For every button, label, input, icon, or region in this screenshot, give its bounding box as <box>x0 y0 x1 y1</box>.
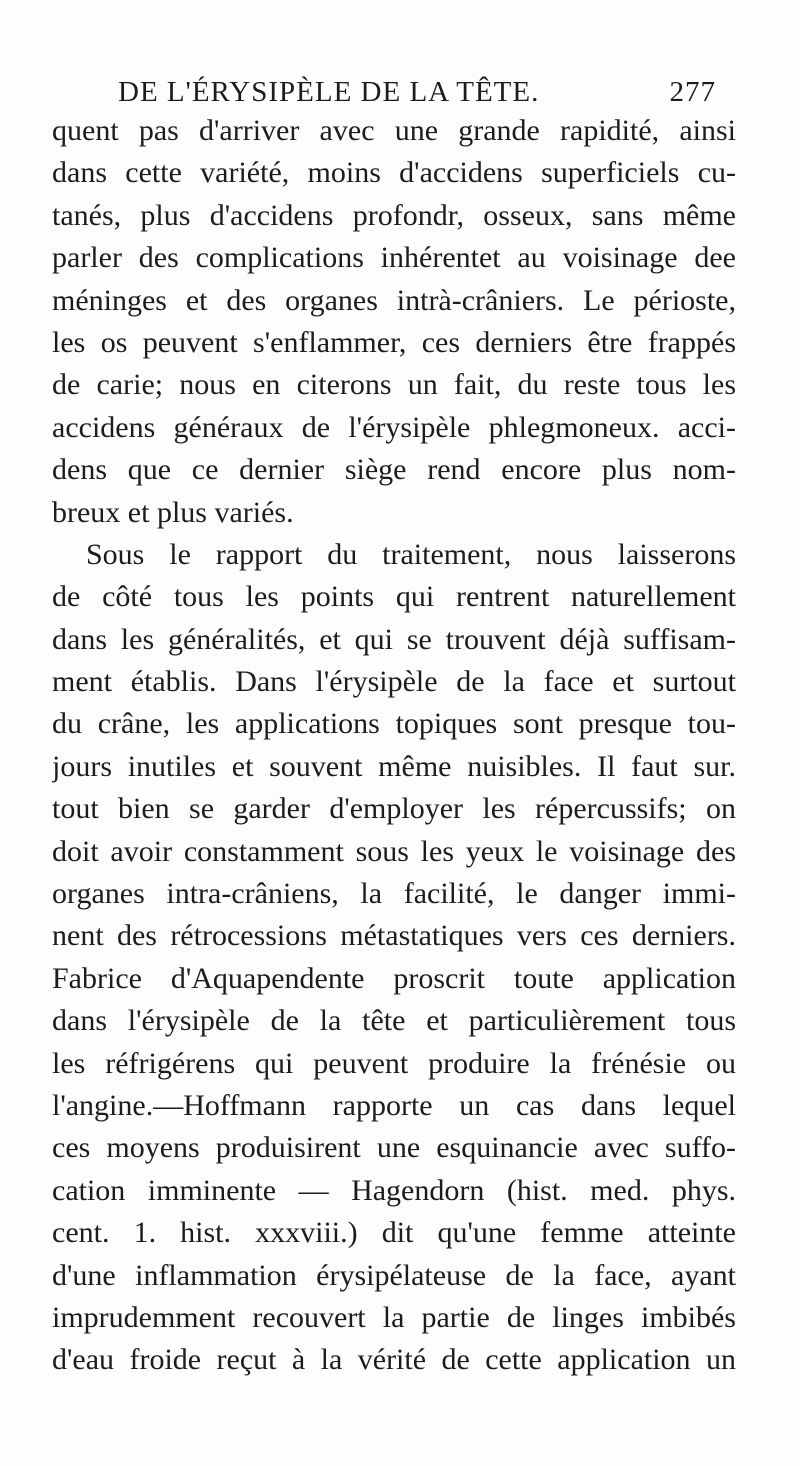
text-line: Fabrice d'Aquapendente proscrit toute application <box>52 961 736 995</box>
text-line: d'eau froide reçut à la vérité de cette application un <box>52 1343 736 1377</box>
text-line: tout bien se garder d'employer les répercussifs; on <box>52 792 736 826</box>
text-line: du crâne, les applications topiques sont presque tou- <box>52 707 736 741</box>
text-line: les réfrigérens qui peuvent produire la frénésie ou <box>52 1046 736 1080</box>
text-line: de côté tous les points qui rentrent naturellement <box>52 580 736 614</box>
text-line: l'angine.—Hoffmann rapporte un cas dans lequel <box>52 1088 736 1122</box>
text-line: imprudemment recouvert la partie de linges imbibés <box>52 1300 736 1334</box>
text-line: dans cette variété, moins d'accidens superficiels cu- <box>52 156 736 190</box>
text-line: méninges et des organes intrà-crâniers. Le périoste, <box>52 283 736 317</box>
text-line: ces moyens produisirent une esquinancie avec suffo- <box>52 1131 736 1165</box>
text-line: les os peuvent s'enflammer, ces derniers être frappés <box>52 325 736 359</box>
text-line: Sous le rapport du traitement, nous laisserons <box>86 537 736 571</box>
text-line: doit avoir constamment sous les yeux le voisinage des <box>52 834 736 868</box>
text-line: quent pas d'arriver avec une grande rapidité, ainsi <box>52 114 736 147</box>
text-line: organes intra-crâniens, la facilité, le danger immi- <box>52 877 736 911</box>
text-line: dans l'érysipèle de la tête et particulièrement tous <box>52 1004 736 1038</box>
text-line: cent. 1. hist. xxxviii.) dit qu'une femme atteinte <box>52 1216 736 1250</box>
text-line: nent des rétrocessions métastatiques vers ces derniers. <box>52 919 736 953</box>
body-text <box>52 110 736 1382</box>
text-line: ment établis. Dans l'érysipèle de la face et surtout <box>52 665 736 699</box>
text-line: accidens généraux de l'érysipèle phlegmoneux. acci- <box>52 410 736 444</box>
text-line: tanés, plus d'accidens profondr, osseux, sans même <box>52 198 736 232</box>
text-line: de carie; nous en citerons un fait, du reste tous les <box>52 368 736 402</box>
page-number: 277 <box>669 76 716 108</box>
text-line: parler des complications inhérentet au voisinage dee <box>52 241 736 275</box>
text-line: breux et plus variés. <box>52 495 294 529</box>
text-line: dens que ce dernier siège rend encore plus nom- <box>52 453 736 487</box>
running-title: DE L'ÉRYSIPÈLE DE LA TÊTE. <box>118 76 540 108</box>
text-line: jours inutiles et souvent même nuisibles. Il faut sur. <box>52 749 736 783</box>
text-line: d'une inflammation érysipélateuse de la face, ayant <box>52 1258 736 1292</box>
text-line: dans les généralités, et qui se trouvent déjà suffisam- <box>52 622 736 656</box>
text-line: cation imminente — Hagendorn (hist. med. phys. <box>52 1173 736 1207</box>
